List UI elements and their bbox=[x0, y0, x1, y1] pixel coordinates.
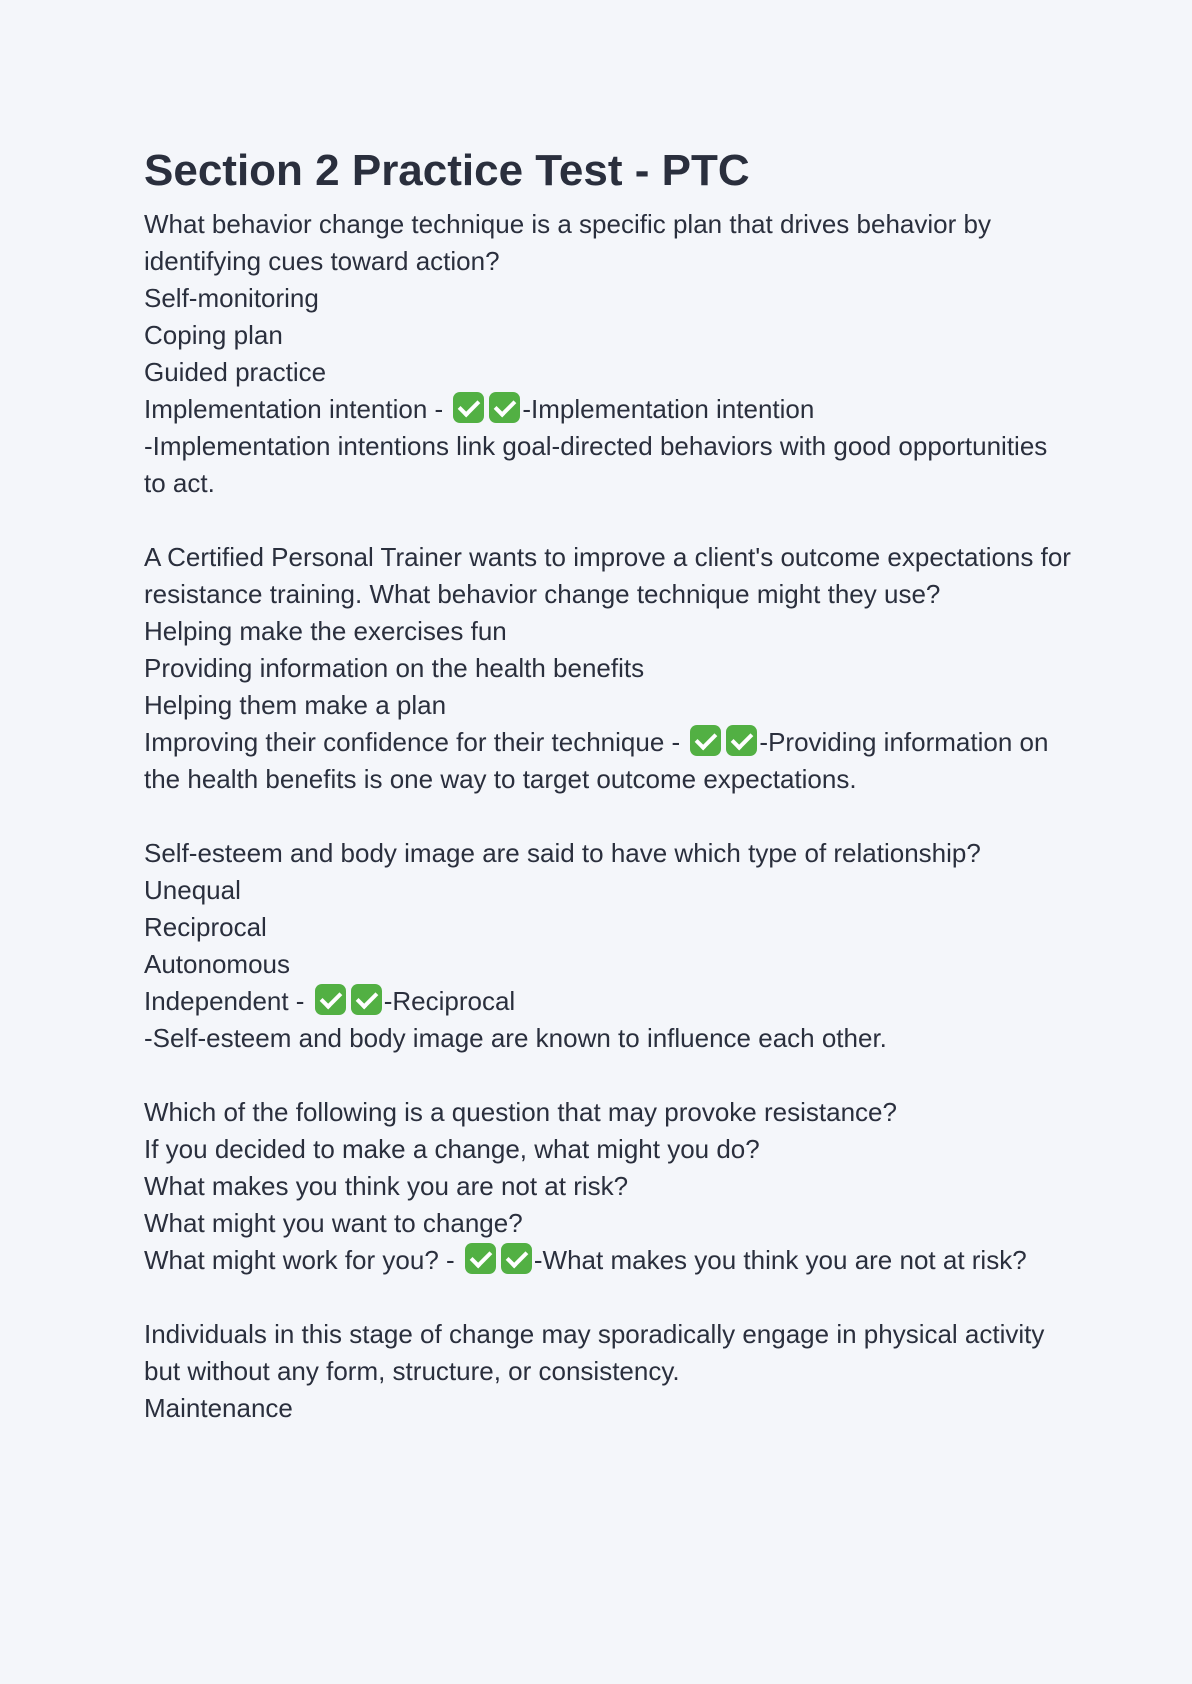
check-mark-button-icon bbox=[453, 392, 484, 423]
answer-option: Guided practice bbox=[144, 357, 327, 387]
answer-option: Helping make the exercises fun bbox=[144, 616, 507, 646]
check-mark-button-icon bbox=[690, 725, 721, 756]
answer-option: Maintenance bbox=[144, 1393, 293, 1423]
question-separator bbox=[144, 502, 1074, 539]
document-content bbox=[144, 206, 1079, 1427]
answer-option-line bbox=[144, 983, 1074, 1020]
check-mark-button-icon bbox=[315, 984, 346, 1015]
answer-option: What makes you think you are not at risk? bbox=[144, 1171, 629, 1201]
question-text: Which of the following is a question that may provoke resistance? bbox=[144, 1097, 897, 1127]
correct-answer: -Implementation intention bbox=[522, 394, 815, 424]
answer-option: Independent - bbox=[144, 986, 312, 1016]
answer-option-line bbox=[144, 391, 1074, 428]
answer-option: Implementation intention - bbox=[144, 394, 451, 424]
check-mark-button-icon bbox=[465, 1243, 496, 1274]
question-text: Self-esteem and body image are said to have which type of relationship? bbox=[144, 838, 981, 868]
question-text: A Certified Personal Trainer wants to improve a client's outcome expectations for resistance training. What behavior change technique might they use? bbox=[144, 542, 1079, 609]
answer-option: What might you want to change? bbox=[144, 1208, 523, 1238]
check-mark-button-icon bbox=[351, 984, 382, 1015]
answer-option-line bbox=[144, 724, 1074, 798]
answer-option-line bbox=[144, 1242, 1074, 1279]
correct-answer: -Providing information on the health benefits is one way to target outcome expectations. bbox=[144, 727, 1056, 794]
answer-option: Improving their confidence for their technique - bbox=[144, 727, 688, 757]
answer-explanation: -Self-esteem and body image are known to influence each other. bbox=[144, 1023, 887, 1053]
answer-explanation: -Implementation intentions link goal-directed behaviors with good opportunities to act. bbox=[144, 431, 1055, 498]
question-text: Individuals in this stage of change may sporadically engage in physical activity but without any form, structure, or consistency. bbox=[144, 1319, 1052, 1386]
answer-option: Unequal bbox=[144, 875, 241, 905]
question-text: What behavior change technique is a specific plan that drives behavior by identifying cues toward action? bbox=[144, 209, 999, 276]
correct-answer: -What makes you think you are not at risk? bbox=[533, 1245, 1027, 1275]
answer-option: What might work for you? - bbox=[144, 1245, 462, 1275]
document-title: Section 2 Practice Test - PTC bbox=[144, 146, 750, 195]
check-mark-button-icon bbox=[489, 392, 520, 423]
check-mark-button-icon bbox=[726, 725, 757, 756]
question-separator bbox=[144, 1279, 1074, 1316]
answer-option: Reciprocal bbox=[144, 912, 267, 942]
answer-option: Coping plan bbox=[144, 320, 283, 350]
answer-option: Providing information on the health benefits bbox=[144, 653, 645, 683]
question-separator bbox=[144, 1057, 1074, 1094]
question-separator bbox=[144, 798, 1074, 835]
check-mark-button-icon bbox=[501, 1243, 532, 1274]
answer-option: If you decided to make a change, what might you do? bbox=[144, 1134, 760, 1164]
answer-option: Autonomous bbox=[144, 949, 290, 979]
correct-answer: -Reciprocal bbox=[383, 986, 516, 1016]
document-page bbox=[144, 138, 1079, 1427]
answer-option: Helping them make a plan bbox=[144, 690, 447, 720]
answer-option: Self-monitoring bbox=[144, 283, 319, 313]
